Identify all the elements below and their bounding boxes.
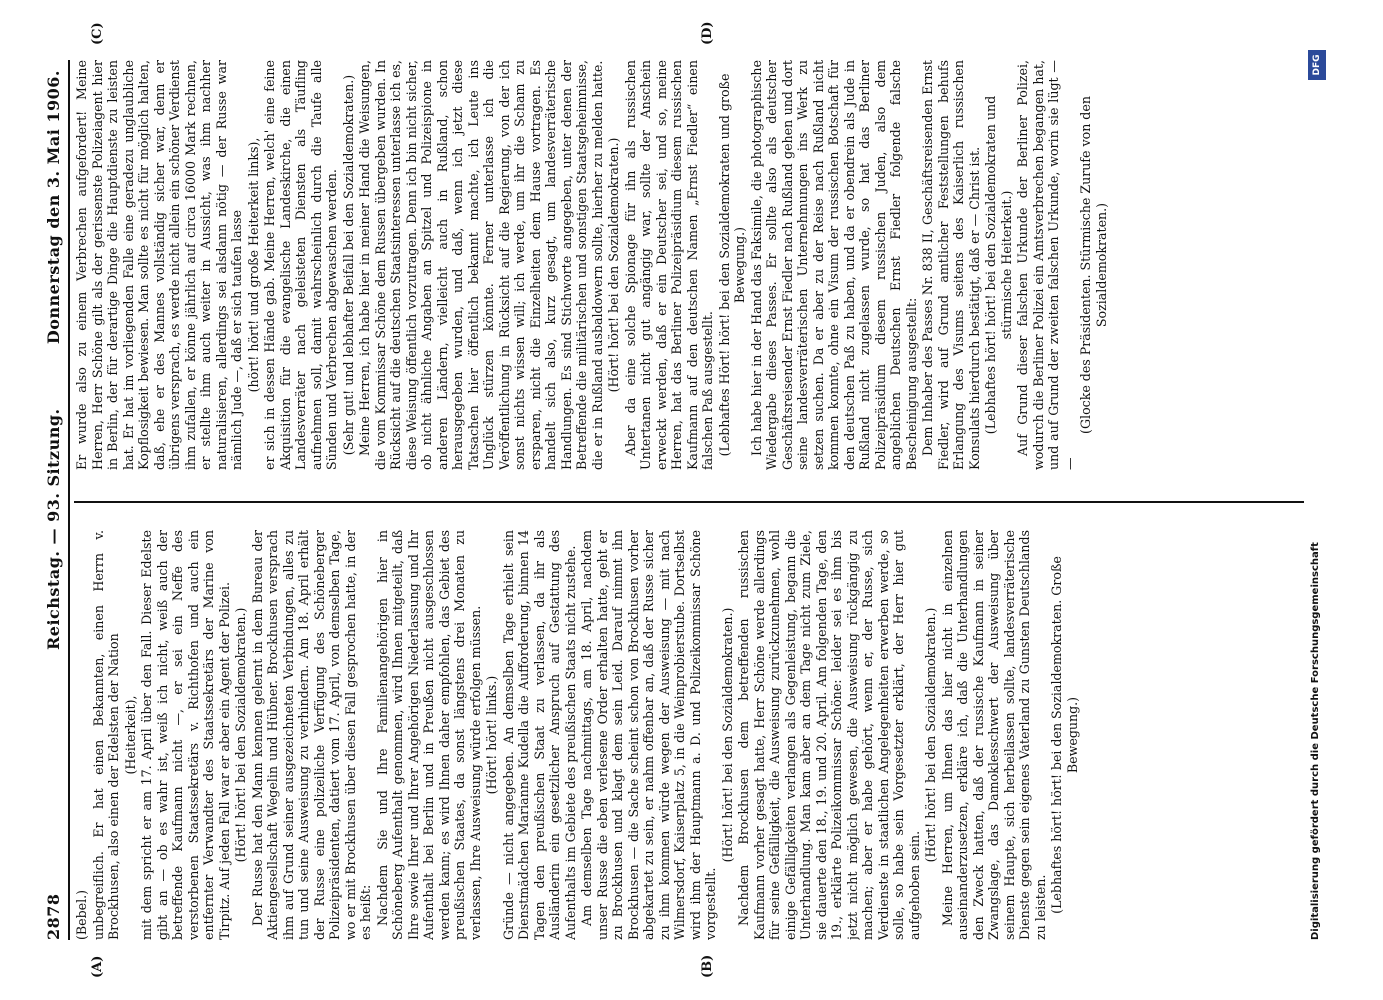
paragraph: Er wurde also zu einem Verbrechen aufgefordert! Meine Herren, Herr Schöne gilt als der gerissenste Polizeiagent hier in Berlin, der für derartige Dinge die Hauptdienste zu leisten hat. Er hat im vorliegenden Falle eine geradezu unglaubliche Kopflosigkeit bewiesen. Man sollte es nicht für möglich halten, daß, ehe er des Mannes vollständig sicher war, denn er übrigens versprach, es werde nicht allein ein schöner Verdienst ihm zufallen, er könne jährlich auf circa 16000 Mark rechnen, er stellte ihm auch weiter in Aussicht, was ihm nachher naturalisieren, allerdings sei alsdann nötig — der Russe war nämlich Jude —, daß er sich taufen lasse bbox=[74, 60, 244, 470]
interjection: (Lebhaftes Hört! hört! bei den Sozialdemokraten und große Bewegung.) bbox=[716, 73, 747, 457]
paragraph: Nachdem Brockhusen dem betreffenden russischen Kaufmann vorher gesagt hatte, Herr Schöne werde allerdings für seine Gefälligkeit, die Ausweisung zurückzunehmen, wohl einige Gefälligkeiten verlangen als Gegenleistung, begann die Unterhandlung. Man kam aber an dem Tage nicht zum Ziele, sie dauerte den 18., 19. und 20. April. Am folgenden Tage, den 19., erklärte Polizeikommissar Schöne: leider sei es ihm bis jetzt nicht möglich gewesen, die Ausweisung rückgängig zu machen; aber er habe gehört, wenn er, der Russe, sich Verdienste in staatlichen Angelegenheiten erwerben werde, so solle, so habe sein Vorgesetzter erklärt, der Herr hier gut aufgehoben sein. bbox=[736, 530, 922, 940]
quoted-order: Nachdem Sie und Ihre Familienangehörigen hier in Schöneberg Aufenthalt genommen, wird Ihnen mitgeteilt, daß Ihre sowie Ihrer und Ihrer Angehörigen Niederlassung und Ihr Aufenthalt bei Berlin und in Preußen nicht ausgeschlossen werden kann; es wird Ihnen daher empfohlen, das Gebiet des preußischen Staates, da sonst längstens drei Monaten zu verlassen, Ihre Ausweisung würde erfolgen müssen. bbox=[374, 530, 483, 940]
interjection: (Lebhaftes hört! hört! bei den Sozialdemokraten. Große Bewegung.) bbox=[1049, 556, 1080, 914]
paragraph: Meine Herren, um Ihnen das hier nicht in einzelnen auseinanderzusetzen, erkläre ich, daß die Unterhandlungen den Zweck hatten, daß der russische Kaufmann in seiner Zwangslage, das Damoklesschwert der Ausweisung über seinem Haupte, sich herbeilassen sollte, landesverräterische Dienste gegen sein eigenes Vaterland zu Gunsten Deutschlands zu leisten. bbox=[939, 530, 1048, 940]
margin-marker-c: (C) bbox=[90, 22, 105, 45]
paragraph: Am demselben Tage nachmittags, am 18. April, nachdem unser Russe die eben verlesene Order erhalten hatte, geht er zu Brockhusen und klagt dem sein Leid. Darauf nimmt ihn Brockhusen — die Sache scheint schon von Brockhusen vorher abgekartet zu sein, er nahm offenbar an, daß der Russe sicher zu ihm kommen würde wegen der Ausweisung — mit nach Wilmersdorf, Kaiserplatz 5, in die Weinprobierstube. Dortselbst wird ihm der Hauptmann a. D. und Polizeikommissar Schöne vorgestellt. bbox=[579, 530, 718, 940]
paragraph: er sich in dessen Hände gab. Meine Herren, welch' eine feine Akquisition für die evangelische Landeskirche, die einen Landesverräter nach geleisteten Diensten als Täufling aufnehmen soll, damit wahrscheinlich durch die Taufe alle Sünden und Verbrechen abgewaschen werden. bbox=[262, 60, 339, 470]
margin-marker-d: (D) bbox=[700, 21, 715, 45]
interjection: (Glocke des Präsidenten. Stürmische Zurufe von den Sozialdemokraten.) bbox=[1078, 96, 1109, 434]
paragraph: Auf Grund dieser falschen Urkunde der Berliner Polizei, wodurch die Berliner Polizei ein Amtsverbrechen begangen hat, und auf Grund der zweiten falschen Urkunde, worin sie lügt — — bbox=[1015, 60, 1077, 470]
page-header bbox=[42, 60, 70, 940]
paragraph: Aber da eine solche Spionage für ihn als russischen Untertanen nicht gut angängig war, sollte der Anschein erweckt werden, daß er ein Deutscher sei, und so, meine Herren, hat das Berliner Polizeipräsidium diesem russischen Kaufmann auf den deutschen Namen „Ernst Fiedler“ einen falschen Paß ausgestellt. bbox=[622, 60, 715, 470]
dfg-logo-icon: DFG bbox=[1308, 50, 1326, 80]
margin-marker-a: (A) bbox=[90, 955, 105, 978]
right-column bbox=[74, 60, 1314, 470]
speaker-label: (Bebel.) bbox=[74, 889, 89, 940]
digitization-credit: Digitalisierung gefördert durch die Deutsche Forschungsgemeinschaft bbox=[1310, 542, 1321, 940]
session-title: Reichstag. — 93. Sitzung. bbox=[44, 408, 63, 650]
left-column bbox=[74, 530, 1314, 940]
interjection: (Hört! hört! bei den Sozialdemokraten.) bbox=[233, 607, 248, 863]
interjection: (Hört! hört! bei den Sozialdemokraten.) bbox=[606, 137, 621, 393]
session-date: Donnerstag den 3. Mai 1906. bbox=[44, 70, 63, 345]
interjection: (hört! hört! und große Heiterkeit links), bbox=[245, 137, 261, 393]
paragraph: Ich habe hier in der Hand das Faksimile, die photographische Wiedergabe dieses Passes. Er sollte also als deutscher Geschäftsreisender Ernst Fiedler nach Rußland gehen und dort seine landesverräterischen Unternehmungen ins Werk zu setzen suchen. Da er aber zu der Reise nach Rußland nicht kommen konnte, ohne ein Visum der russischen Botschaft für den deutschen Paß zu haben, und da er obendrein als Jude in Rußland nicht zugelassen wurde, so hat das Berliner Polizeipräsidium diesem russischen Juden, also dem angeblichen Deutschen Ernst Fiedler folgende falsche Bescheinigung ausgestellt: bbox=[748, 60, 919, 470]
margin-marker-b: (B) bbox=[700, 954, 715, 978]
paragraph: Gründe — nicht angegeben. An demselben Tage erhielt sein Dienstmädchen Marianne Kudella die Aufforderung, binnen 14 Tagen den preußischen Staat zu verlassen, da ihr als Ausländerin ein gesetzlicher Anspruch auf Gestattung des Aufenthalts im Gebiete des preußischen Staats nicht zustehe. bbox=[500, 530, 578, 940]
interjection: (Heiterkeit), bbox=[122, 695, 138, 775]
interjection: (Lebhaftes hört! hört! bei den Sozialdemokraten und stürmische Heiterkeit.) bbox=[983, 95, 1014, 435]
page-number: 2878 bbox=[44, 893, 63, 940]
interjection: (Hört! hört! links.) bbox=[484, 675, 499, 795]
quoted-certificate: Dem Inhaber des Passes Nr. 838 II, Geschäftsreisenden Ernst Fiedler, wird auf Grund amtlicher Feststellungen behufs Erlangung des Visums seitens des Kaiserlich russischen Konsulats hierdurch bestätigt, daß er — Christ ist. bbox=[920, 60, 982, 470]
interjection: (Sehr gut! und lebhafter Beifall bei den Sozialdemokraten.) bbox=[340, 74, 356, 456]
interjection: (Hört! hört! bei den Sozialdemokraten.) bbox=[923, 607, 938, 863]
paragraph: mit dem spricht er am 17. April über den Fall. Dieser Edelste gibt an — ob es wahr ist, weiß ich nicht, weiß auch der betreffende Kaufmann nicht —, er sei ein Neffe des verstorbenen Staatssekretärs v. Richthofen und auch ein entfernter Verwandter des Staatssekretärs der Marine von Tirpitz. Auf jeden Fall war er aber ein Agent der Polizei. bbox=[139, 530, 232, 940]
interjection: (Hört! hört! bei den Sozialdemokraten.) bbox=[719, 607, 735, 863]
paragraph: Der Russe hat den Mann kennen gelernt in dem Bureau der Aktiengesellschaft Wegelin und Hübner. Brockhusen versprach ihm auf Grund seiner ausgezeichneten Verbindungen, alles zu tun und seine Ausweisung zu verhindern. Am 18. April erhält der Russe eine polizeiliche Verfügung des Schöneberger Polizeipräsidenten, datiert vom 17. April, von demselben Tage, wo er mit Brockhusen über diesen Fall gesprochen hatte, in der es heißt: bbox=[249, 530, 373, 940]
column-divider bbox=[74, 501, 1304, 503]
paragraph: unbegreiflich. Er hat einen Bekannten, einen Herrn v. Brockhusen, also einen der Edelsten der Nation bbox=[90, 530, 121, 940]
paragraph: Meine Herren, ich habe hier in meiner Hand die Weisungen, die vom Kommissar Schöne dem Russen übergeben wurden. In Rücksicht auf die deutschen Staatsinteressen unterlasse ich es, diese Weisung öffentlich vorzutragen. Denn ich bin nicht sicher, ob nicht ähnliche Angaben an Spitzel und Polizeispione in anderen Ländern, vielleicht auch in Rußland, schon herausgegeben wurden, und daß, wenn ich jetzt diese Tatsachen hier öffentlich bekannt machte, ich Leute ins Unglück stürzen könnte. Ferner unterlasse ich die Veröffentlichung in Rücksicht auf die Regierung, von der ich sonst nichts wissen will; ich werde, um ihr die Scham zu ersparen, nicht die Einzelheiten dem Hause vortragen. Es handelt sich also, kurz gesagt, um landesverräterische Handlungen. Es sind Stichworte angegeben, unter denen der Betreffende die militärischen und sonstigen Staatsgeheimnisse, die er in Rußland ausbaldowern sollte, hierher zu melden hatte. bbox=[357, 60, 605, 470]
